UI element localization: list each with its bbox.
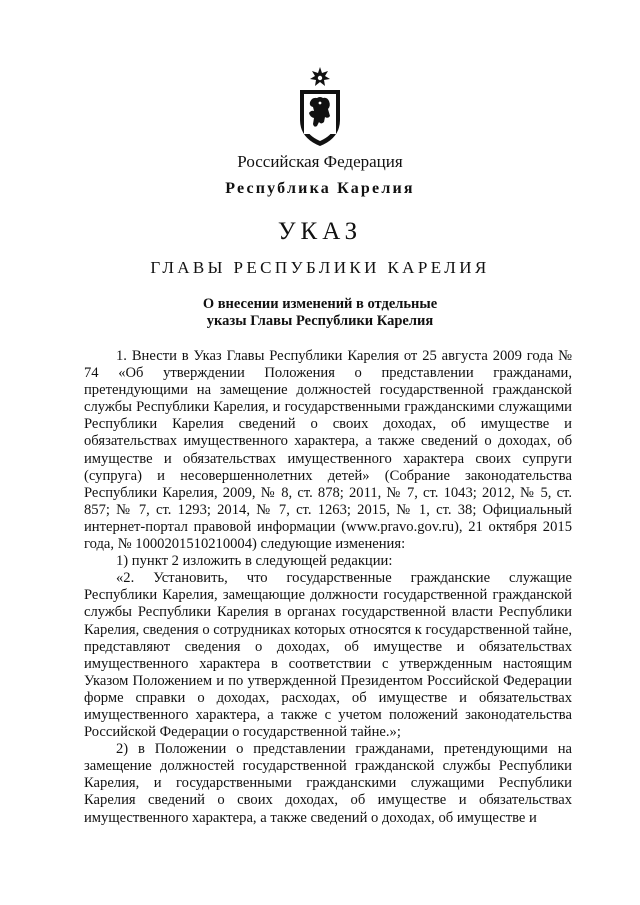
document-type: УКАЗ (277, 218, 363, 245)
decree-title-line: указы Главы Республики Карелия (206, 313, 434, 329)
country-name: Российская Федерация (237, 152, 403, 171)
karelia-coat-of-arms-icon (294, 66, 346, 148)
decree-body (84, 348, 572, 827)
republic-name: Республика Карелия (225, 180, 415, 197)
body-paragraph: 2) в Положении о представлении гражданами, претендующими на замещение должностей государственной гражданской службы Республики Карелия, и государственными гражданскими служащими Республики Карелия сведений о своих доходах, об имуществе и обязательствах имущественного характера, а также сведений о доходах, об имуществе и (84, 741, 572, 826)
body-paragraph: 1) пункт 2 изложить в следующей редакции: (116, 553, 393, 570)
issuing-authority: ГЛАВЫ РЕСПУБЛИКИ КАРЕЛИЯ (150, 258, 490, 277)
body-paragraph: 1. Внести в Указ Главы Республики Карелия от 25 августа 2009 года № 74 «Об утверждении Положения о представлении гражданами, претендующими на замещение должностей государственной гражданской службы Республики Карелия, и государственными гражданскими служащими Республики Карелия сведений о своих доходах, об имуществе и обязательствах имущественного характера, а также сведений о доходах, об имуществе и обязательствах имущественного характера своих супруги (супруга) и несовершеннолетних детей» (Собрание законодательства Республики Карелия, 2009, № 8, ст. 878; 2011, № 7, ст. 1043; 2012, № 5, ст. 857; № 7, ст. 1293; 2014, № 7, ст. 1263; 2015, № 1, ст. 38; Официальный интернет-портал правовой информации (www.pravo.gov.ru), 21 октября 2015 года, № 1000201510210004) следующие изменения: (84, 348, 572, 553)
body-paragraph: «2. Установить, что государственные гражданские служащие Республики Карелия, замещающие должности государственной гражданской службы Республики Карелия в органах государственной власти Республики Карелия, сведения о сотрудниках которых относятся к государственной тайне, представляют сведения о доходах, об имуществе и обязательствах имущественного характера в соответствии с утвержденным настоящим Указом Положением и по утвержденной Президентом Российской Федерации форме справки о доходах, расходах, об имуществе и обязательствах имущественного характера, а также с учетом положений законодательства Российской Федерации о государственной тайне.»; (84, 570, 572, 741)
decree-title (0, 296, 640, 330)
decree-title-line: О внесении изменений в отдельные (202, 296, 438, 312)
